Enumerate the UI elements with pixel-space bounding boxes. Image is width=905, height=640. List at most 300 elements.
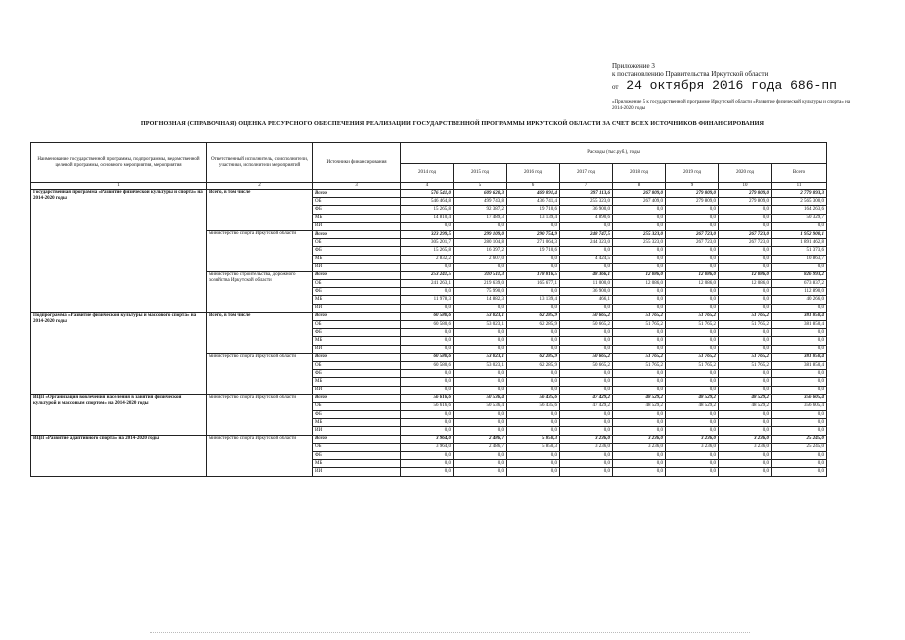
amount-cell: 60 580,6 <box>401 312 454 320</box>
amount-cell: 0,0 <box>560 452 613 460</box>
amount-cell: 0,0 <box>666 345 719 353</box>
amount-cell: 0,0 <box>454 222 507 230</box>
amount-cell: 0,0 <box>560 222 613 230</box>
amount-cell: 381 850,4 <box>772 361 827 369</box>
amount-cell: 2 832,2 <box>401 255 454 263</box>
column-number: 7 <box>560 183 613 190</box>
source-cell: Всего <box>313 353 401 361</box>
amount-cell: 267 723,0 <box>666 239 719 247</box>
amount-cell: 2 607,0 <box>454 255 507 263</box>
amount-cell: 0,0 <box>454 263 507 271</box>
amount-cell: 51 765,2 <box>666 312 719 320</box>
amount-cell: 0,0 <box>454 370 507 378</box>
amount-cell: 3 236,0 <box>560 435 613 443</box>
amount-cell: 0,0 <box>772 460 827 468</box>
amount-cell: 36 900,0 <box>560 288 613 296</box>
amount-cell: 1 891 462,8 <box>772 239 827 247</box>
amount-cell: 609 620,3 <box>454 190 507 198</box>
amount-cell: 0,0 <box>772 370 827 378</box>
program-name-cell: ВЦП «Организация вовлечения населения в занятия физической культурой и массовым спортом» на 2014-2020 годы <box>31 394 207 435</box>
amount-cell: 0,0 <box>666 419 719 427</box>
amount-cell: 12 086,0 <box>719 280 772 288</box>
source-cell: ОБ <box>313 443 401 451</box>
amount-cell: 0,0 <box>401 411 454 419</box>
source-cell: ФБ <box>313 247 401 255</box>
amount-cell: 0,0 <box>719 345 772 353</box>
amount-cell: 253 241,5 <box>401 271 454 279</box>
amount-cell: 0,0 <box>666 296 719 304</box>
amount-cell: 0,0 <box>613 304 666 312</box>
amount-cell: 50 536,4 <box>454 402 507 410</box>
amount-cell: 51 765,2 <box>719 361 772 369</box>
appendix-label: Приложение 3 <box>612 62 655 70</box>
program-note: «Приложение 5 к государственной программе Иркутской области «Развитие физической культуры и спорта» на 2014-2020 годы <box>612 100 851 111</box>
amount-cell: 0,0 <box>507 386 560 394</box>
amount-cell: 16 397,2 <box>454 247 507 255</box>
document-title: ПРОГНОЗНАЯ (СПРАВОЧНАЯ) ОЦЕНКА РЕСУРСНОГО ОБЕСПЕЧЕНИЯ РЕАЛИЗАЦИИ ГОСУДАРСТВЕННОЙ ПРОГРАММЫ ИРКУТСКОЙ ОБЛАСТИ ЗА СЧЕТ ВСЕХ ИСТОЧНИКОВ ФИНАНСИРОВАНИЯ <box>140 120 765 127</box>
amount-cell: 0,0 <box>613 263 666 271</box>
amount-cell: 50 665,2 <box>560 353 613 361</box>
amount-cell: 305 201,7 <box>401 239 454 247</box>
amount-cell: 62 285,9 <box>507 353 560 361</box>
amount-cell: 0,0 <box>719 460 772 468</box>
amount-cell: 0,0 <box>507 468 560 476</box>
amount-cell: 50 665,2 <box>560 312 613 320</box>
amount-cell: 0,0 <box>401 337 454 345</box>
source-cell: ИИ <box>313 386 401 394</box>
column-number: 4 <box>401 183 454 190</box>
amount-cell: 0,0 <box>454 386 507 394</box>
table-row <box>31 312 827 320</box>
decree-reference: к постановлению Правительства Иркутской области <box>612 70 769 78</box>
amount-cell: 0,0 <box>507 427 560 435</box>
amount-cell: 0,0 <box>719 378 772 386</box>
amount-cell: 0,0 <box>719 288 772 296</box>
amount-cell: 356 605,4 <box>772 402 827 410</box>
amount-cell: 48 529,2 <box>666 394 719 402</box>
amount-cell: 14 810,4 <box>401 214 454 222</box>
amount-cell: 13 139,4 <box>507 296 560 304</box>
amount-cell: 0,0 <box>613 419 666 427</box>
program-name-cell: Государственная программа «Развитие физической культуры и спорта» на 2014-2020 годы <box>31 190 207 313</box>
amount-cell: 0,0 <box>772 386 827 394</box>
column-number: 9 <box>666 183 719 190</box>
amount-cell: 40 266,0 <box>772 296 827 304</box>
source-cell: ФБ <box>313 329 401 337</box>
amount-cell: 48 529,2 <box>719 402 772 410</box>
header-year: 2020 год <box>719 164 772 183</box>
amount-cell: 56 616,6 <box>401 402 454 410</box>
amount-cell: 0,0 <box>613 247 666 255</box>
amount-cell: 0,0 <box>401 263 454 271</box>
amount-cell: 826 993,2 <box>772 271 827 279</box>
amount-cell: 0,0 <box>613 296 666 304</box>
amount-cell: 0,0 <box>719 222 772 230</box>
amount-cell: 51 765,2 <box>719 321 772 329</box>
amount-cell: 0,0 <box>507 263 560 271</box>
amount-cell: 0,0 <box>560 386 613 394</box>
header-year: Всего <box>772 164 827 183</box>
amount-cell: 0,0 <box>666 329 719 337</box>
amount-cell: 0,0 <box>719 329 772 337</box>
column-number: 5 <box>454 183 507 190</box>
source-cell: ОБ <box>313 361 401 369</box>
amount-cell: 0,0 <box>666 370 719 378</box>
amount-cell: 0,0 <box>454 378 507 386</box>
amount-cell: 279 809,0 <box>719 198 772 206</box>
amount-cell: 673 837,2 <box>772 280 827 288</box>
amount-cell: 51 765,2 <box>666 353 719 361</box>
amount-cell: 546 464,8 <box>401 198 454 206</box>
amount-cell: 381 850,4 <box>772 321 827 329</box>
amount-cell: 0,0 <box>666 214 719 222</box>
amount-cell: 50 665,2 <box>560 321 613 329</box>
amount-cell: 12 086,0 <box>613 271 666 279</box>
source-cell: МБ <box>313 296 401 304</box>
amount-cell: 56 435,6 <box>507 402 560 410</box>
source-cell: Всего <box>313 271 401 279</box>
responsible-cell: министерство спорта Иркутской области <box>207 435 313 476</box>
amount-cell: 0,0 <box>719 419 772 427</box>
amount-cell: 0,0 <box>666 222 719 230</box>
amount-cell: 0,0 <box>666 263 719 271</box>
header-expenses: Расходы (тыс.руб.), годы <box>401 143 827 164</box>
amount-cell: 0,0 <box>401 468 454 476</box>
amount-cell: 3 236,0 <box>613 443 666 451</box>
source-cell: ОБ <box>313 198 401 206</box>
amount-cell: 299 109,0 <box>454 230 507 238</box>
source-cell: ОБ <box>313 280 401 288</box>
amount-cell: 0,0 <box>719 468 772 476</box>
amount-cell: 576 541,0 <box>401 190 454 198</box>
amount-cell: 48 529,2 <box>613 394 666 402</box>
amount-cell: 0,0 <box>772 419 827 427</box>
table-row <box>31 190 827 198</box>
amount-cell: 0,0 <box>666 247 719 255</box>
amount-cell: 381 850,4 <box>772 312 827 320</box>
column-number: 6 <box>507 183 560 190</box>
amount-cell: 0,0 <box>560 370 613 378</box>
table-row <box>31 394 827 402</box>
source-cell: ФБ <box>313 370 401 378</box>
amount-cell: 244 323,0 <box>560 239 613 247</box>
amount-cell: 436 741,4 <box>507 198 560 206</box>
amount-cell: 48 529,2 <box>719 394 772 402</box>
column-number: 10 <box>719 183 772 190</box>
amount-cell: 0,0 <box>719 304 772 312</box>
source-cell: ИИ <box>313 345 401 353</box>
amount-cell: 0,0 <box>666 468 719 476</box>
amount-cell: 0,0 <box>507 460 560 468</box>
amount-cell: 60 580,6 <box>401 353 454 361</box>
amount-cell: 51 765,2 <box>613 312 666 320</box>
amount-cell: 51 765,2 <box>613 353 666 361</box>
amount-cell: 11 978,3 <box>401 296 454 304</box>
responsible-cell: министерство спорта Иркутской области <box>207 394 313 435</box>
source-cell: ФБ <box>313 206 401 214</box>
amount-cell: 0,0 <box>666 452 719 460</box>
header-year: 2018 год <box>613 164 666 183</box>
amount-cell: 0,0 <box>719 296 772 304</box>
amount-cell: 466,1 <box>560 296 613 304</box>
amount-cell: 0,0 <box>719 370 772 378</box>
amount-cell: 0,0 <box>613 460 666 468</box>
amount-cell: 56 435,6 <box>507 394 560 402</box>
program-name-cell: Подпрограмма «Развитие физической культуры и массового спорта» на 2014-2020 годы <box>31 312 207 394</box>
amount-cell: 0,0 <box>454 452 507 460</box>
amount-cell: 0,0 <box>507 337 560 345</box>
amount-cell: 0,0 <box>613 329 666 337</box>
amount-cell: 0,0 <box>560 468 613 476</box>
amount-cell: 0,0 <box>666 337 719 345</box>
amount-cell: 4 890,6 <box>560 214 613 222</box>
amount-cell: 75 990,0 <box>454 288 507 296</box>
amount-cell: 0,0 <box>454 345 507 353</box>
amount-cell: 0,0 <box>560 427 613 435</box>
source-cell: ФБ <box>313 288 401 296</box>
amount-cell: 0,0 <box>401 427 454 435</box>
amount-cell: 0,0 <box>719 206 772 214</box>
date-text: 24 октября 2016 года 686-пп <box>626 78 837 93</box>
amount-cell: 0,0 <box>401 460 454 468</box>
amount-cell: 164 263,6 <box>772 206 827 214</box>
amount-cell: 0,0 <box>772 468 827 476</box>
amount-cell: 0,0 <box>613 427 666 435</box>
source-cell: Всего <box>313 312 401 320</box>
amount-cell: 0,0 <box>401 345 454 353</box>
amount-cell: 310 511,3 <box>454 271 507 279</box>
date-prefix: от <box>612 83 619 91</box>
amount-cell: 178 816,5 <box>507 271 560 279</box>
amount-cell: 271 064,3 <box>507 239 560 247</box>
amount-cell: 0,0 <box>454 411 507 419</box>
amount-cell: 14 882,3 <box>454 296 507 304</box>
amount-cell: 267 409,0 <box>613 198 666 206</box>
amount-cell: 0,0 <box>772 304 827 312</box>
amount-cell: 0,0 <box>613 411 666 419</box>
header-year: 2017 год <box>560 164 613 183</box>
amount-cell: 0,0 <box>507 411 560 419</box>
column-number: 1 <box>31 183 207 190</box>
amount-cell: 51 765,2 <box>719 353 772 361</box>
amount-cell: 248 747,5 <box>560 230 613 238</box>
source-cell: ИИ <box>313 427 401 435</box>
amount-cell: 0,0 <box>719 263 772 271</box>
amount-cell: 56 616,6 <box>401 394 454 402</box>
source-cell: МБ <box>313 460 401 468</box>
amount-cell: 4 424,5 <box>560 255 613 263</box>
amount-cell: 0,0 <box>666 304 719 312</box>
decree-date <box>612 79 852 94</box>
amount-cell: 3 236,0 <box>719 435 772 443</box>
source-cell: Всего <box>313 435 401 443</box>
amount-cell: 3 236,0 <box>719 443 772 451</box>
amount-cell: 0,0 <box>719 427 772 435</box>
source-cell: ИИ <box>313 304 401 312</box>
amount-cell: 0,0 <box>666 411 719 419</box>
amount-cell: 280 104,8 <box>454 239 507 247</box>
amount-cell: 0,0 <box>401 329 454 337</box>
source-cell: ОБ <box>313 239 401 247</box>
amount-cell: 255 323,0 <box>560 198 613 206</box>
amount-cell: 0,0 <box>613 468 666 476</box>
responsible-cell: Всего, в том числе <box>207 312 313 353</box>
amount-cell: 50 536,4 <box>454 394 507 402</box>
amount-cell: 0,0 <box>454 427 507 435</box>
amount-cell: 0,0 <box>719 411 772 419</box>
amount-cell: 0,0 <box>401 419 454 427</box>
amount-cell: 0,0 <box>401 370 454 378</box>
amount-cell: 0,0 <box>772 222 827 230</box>
amount-cell: 255 323,0 <box>613 239 666 247</box>
source-cell: МБ <box>313 214 401 222</box>
amount-cell: 19 710,6 <box>507 247 560 255</box>
amount-cell: 0,0 <box>719 214 772 222</box>
header-responsible: Ответственный исполнитель, соисполнители, участники, исполнители мероприятий <box>207 143 313 183</box>
amount-cell: 0,0 <box>454 419 507 427</box>
amount-cell: 25 245,0 <box>772 443 827 451</box>
amount-cell: 0,0 <box>560 329 613 337</box>
amount-cell: 3 236,0 <box>560 443 613 451</box>
amount-cell: 255 323,0 <box>613 230 666 238</box>
amount-cell: 0,0 <box>613 378 666 386</box>
amount-cell: 0,0 <box>507 345 560 353</box>
amount-cell: 112 890,0 <box>772 288 827 296</box>
amount-cell: 0,0 <box>666 206 719 214</box>
amount-cell: 53 023,1 <box>454 353 507 361</box>
amount-cell: 0,0 <box>772 411 827 419</box>
amount-cell: 15 265,8 <box>401 247 454 255</box>
amount-cell: 0,0 <box>772 427 827 435</box>
amount-cell: 12 086,0 <box>666 280 719 288</box>
amount-cell: 0,0 <box>454 460 507 468</box>
amount-cell: 0,0 <box>560 247 613 255</box>
amount-cell: 19 710,6 <box>507 206 560 214</box>
amount-cell: 0,0 <box>613 206 666 214</box>
amount-cell: 5 850,3 <box>507 435 560 443</box>
amount-cell: 0,0 <box>401 288 454 296</box>
column-number: 11 <box>772 183 827 190</box>
amount-cell: 60 580,6 <box>401 321 454 329</box>
source-cell: ИИ <box>313 222 401 230</box>
header-year: 2016 год <box>507 164 560 183</box>
header-year: 2014 год <box>401 164 454 183</box>
amount-cell: 0,0 <box>507 378 560 386</box>
amount-cell: 0,0 <box>719 386 772 394</box>
amount-cell: 279 809,0 <box>666 190 719 198</box>
amount-cell: 0,0 <box>560 337 613 345</box>
amount-cell: 323 299,5 <box>401 230 454 238</box>
amount-cell: 0,0 <box>401 222 454 230</box>
source-cell: МБ <box>313 255 401 263</box>
amount-cell: 51 765,2 <box>719 312 772 320</box>
amount-cell: 0,0 <box>719 247 772 255</box>
amount-cell: 469 891,4 <box>507 190 560 198</box>
source-cell: ФБ <box>313 452 401 460</box>
amount-cell: 381 850,4 <box>772 353 827 361</box>
amount-cell: 51 373,6 <box>772 247 827 255</box>
amount-cell: 0,0 <box>560 304 613 312</box>
amount-cell: 0,0 <box>507 419 560 427</box>
responsible-cell: Всего, в том числе <box>207 190 313 231</box>
amount-cell: 0,0 <box>772 337 827 345</box>
amount-cell: 0,0 <box>560 411 613 419</box>
header-program: Наименование государственной программы, подпрограммы, ведомственной целевой программы, основного мероприятия, мероприятия <box>31 143 207 183</box>
amount-cell: 2 486,7 <box>454 443 507 451</box>
amount-cell: 0,0 <box>719 452 772 460</box>
amount-cell: 279 809,0 <box>666 198 719 206</box>
source-cell: Всего <box>313 190 401 198</box>
amount-cell: 51 765,2 <box>613 361 666 369</box>
amount-cell: 267 723,0 <box>719 230 772 238</box>
source-cell: Всего <box>313 230 401 238</box>
amount-cell: 62 285,9 <box>507 321 560 329</box>
amount-cell: 48 529,2 <box>613 402 666 410</box>
amount-cell: 12 086,0 <box>666 271 719 279</box>
amount-cell: 0,0 <box>507 304 560 312</box>
amount-cell: 53 023,1 <box>454 312 507 320</box>
amount-cell: 0,0 <box>507 370 560 378</box>
amount-cell: 0,0 <box>666 386 719 394</box>
amount-cell: 267 723,0 <box>666 230 719 238</box>
amount-cell: 267 723,0 <box>719 239 772 247</box>
column-number: 3 <box>313 183 401 190</box>
amount-cell: 48 529,2 <box>666 402 719 410</box>
source-cell: ОБ <box>313 321 401 329</box>
table-row <box>31 435 827 443</box>
amount-cell: 0,0 <box>666 255 719 263</box>
amount-cell: 50 665,2 <box>560 361 613 369</box>
amount-cell: 0,0 <box>613 255 666 263</box>
amount-cell: 25 245,0 <box>772 435 827 443</box>
amount-cell: 62 285,9 <box>507 361 560 369</box>
amount-cell: 0,0 <box>560 345 613 353</box>
amount-cell: 0,0 <box>772 329 827 337</box>
amount-cell: 51 765,2 <box>666 361 719 369</box>
amount-cell: 2 779 893,3 <box>772 190 827 198</box>
amount-cell: 2 486,7 <box>454 435 507 443</box>
amount-cell: 0,0 <box>613 386 666 394</box>
amount-cell: 53 023,1 <box>454 361 507 369</box>
header-year: 2015 год <box>454 164 507 183</box>
responsible-cell: министерство строительства, дорожного хозяйства Иркутской области <box>207 271 313 312</box>
source-cell: МБ <box>313 378 401 386</box>
header-year: 2019 год <box>666 164 719 183</box>
amount-cell: 51 765,2 <box>666 321 719 329</box>
amount-cell: 62 285,9 <box>507 312 560 320</box>
amount-cell: 0,0 <box>772 378 827 386</box>
amount-cell: 219 639,0 <box>454 280 507 288</box>
amount-cell: 397 113,6 <box>560 190 613 198</box>
amount-cell: 0,0 <box>666 288 719 296</box>
amount-cell: 3 964,0 <box>401 443 454 451</box>
amount-cell: 0,0 <box>507 222 560 230</box>
amount-cell: 0,0 <box>454 329 507 337</box>
amount-cell: 0,0 <box>613 214 666 222</box>
amount-cell: 0,0 <box>401 386 454 394</box>
amount-cell: 0,0 <box>401 304 454 312</box>
amount-cell: 53 023,1 <box>454 321 507 329</box>
amount-cell: 10 863,7 <box>772 255 827 263</box>
amount-cell: 267 809,0 <box>613 190 666 198</box>
amount-cell: 0,0 <box>719 337 772 345</box>
amount-cell: 0,0 <box>772 345 827 353</box>
responsible-cell: министерство спорта Иркутской области <box>207 230 313 271</box>
amount-cell: 0,0 <box>613 452 666 460</box>
amount-cell: 36 900,0 <box>560 206 613 214</box>
page-bottom-edge <box>150 632 750 634</box>
amount-cell: 290 754,9 <box>507 230 560 238</box>
